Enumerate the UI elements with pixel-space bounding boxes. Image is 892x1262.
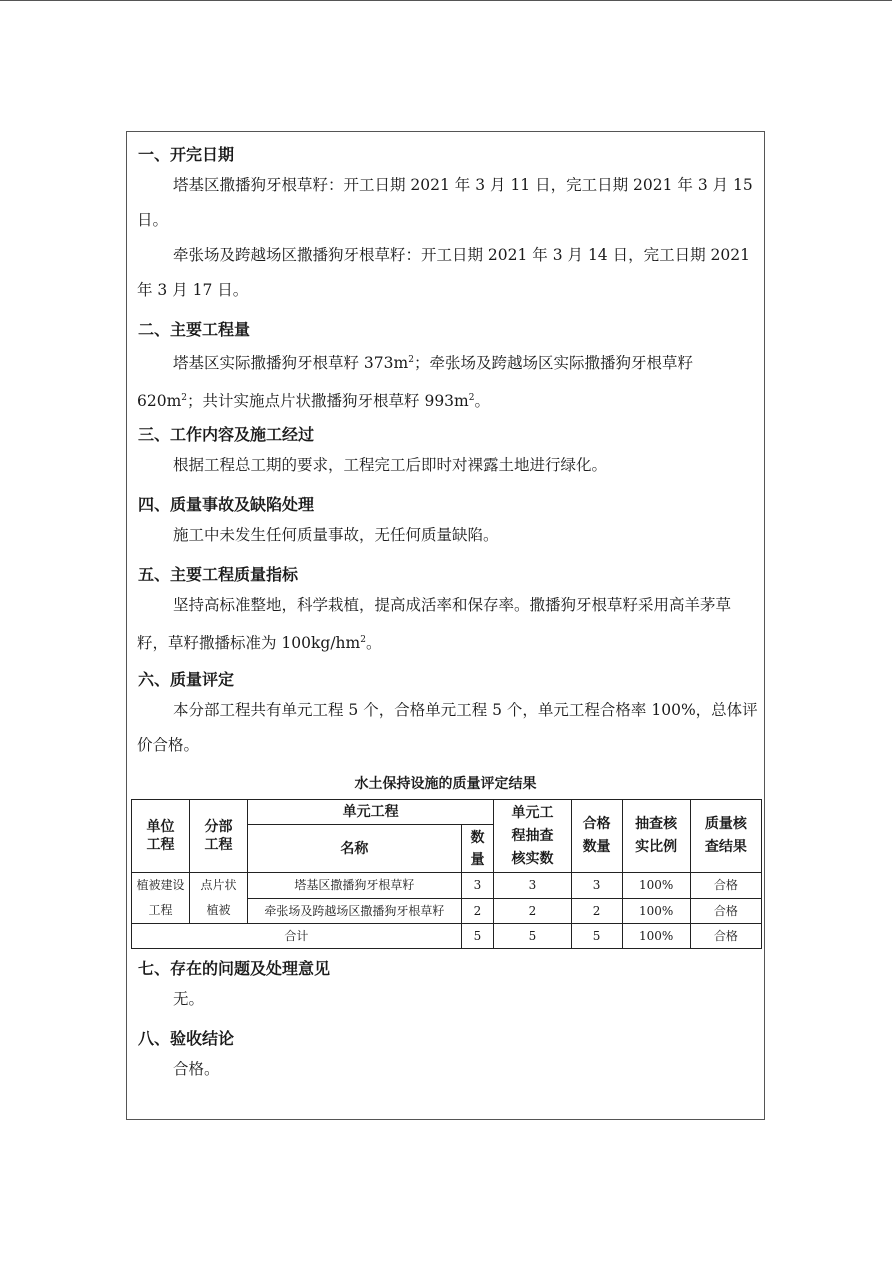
header-checked: 单元工程抽查核实数 <box>494 800 571 873</box>
cell-name: 塔基区撒播狗牙根草籽 <box>248 873 462 899</box>
header-result: 质量核查结果 <box>690 800 761 873</box>
heading-work-content: 三、工作内容及施工经过 <box>138 425 315 444</box>
table-row <box>132 873 762 899</box>
cell-count: 2 <box>461 898 494 924</box>
heading-defects: 四、质量事故及缺陷处理 <box>138 495 315 514</box>
heading-dates: 一、开完日期 <box>138 145 235 164</box>
cell-ratio: 100% <box>622 873 690 899</box>
header-name: 名称 <box>248 825 462 873</box>
header-qualified: 合格数量 <box>571 800 622 873</box>
heading-conclusion: 八、验收结论 <box>138 1029 235 1048</box>
cell-qualified: 2 <box>571 898 622 924</box>
para-tension-dates: 牵张场及跨越场区撒播狗牙根草籽：开工日期 2021 年 3 月 14 日，完工日期 2021 年 3 月 17 日。 <box>137 246 750 299</box>
para-defects: 施工中未发生任何质量事故，无任何质量缺陷。 <box>173 526 499 544</box>
heading-issues: 七、存在的问题及处理意见 <box>138 959 331 978</box>
para-work-content: 根据工程总工期的要求，工程完工后即时对裸露土地进行绿化。 <box>173 456 608 474</box>
document-frame <box>126 131 765 1120</box>
cell-result: 合格 <box>690 873 761 899</box>
header-ratio: 抽查核实比例 <box>622 800 690 873</box>
header-count: 数量 <box>461 825 494 873</box>
para-quantities: 塔基区实际撒播狗牙根草籽 $373m^2$；牵张场及跨越场区实际撒播狗牙根草籽 $620m^2$；共计实施点片状撒播狗牙根草籽 $993m^2$。 <box>137 354 693 411</box>
heading-quality-index: 五、主要工程质量指标 <box>138 565 299 584</box>
cell-name: 牵张场及跨越场区撒播狗牙根草籽 <box>248 898 462 924</box>
cell-qualified: 3 <box>571 873 622 899</box>
heading-quantities: 二、主要工程量 <box>138 320 251 339</box>
header-division: 分部工程 <box>190 800 248 873</box>
heading-assessment: 六、质量评定 <box>138 670 235 689</box>
cell-count: 3 <box>461 873 494 899</box>
cell-result: 合格 <box>690 898 761 924</box>
table-caption: 水土保持设施的质量评定结果 <box>354 776 537 792</box>
cell-total-checked: 5 <box>494 924 571 949</box>
cell-total-result: 合格 <box>690 924 761 949</box>
header-unit: 单位工程 <box>132 800 190 873</box>
para-quality-index: 坚持高标准整地，科学栽植，提高成活率和保存率。撒播狗牙根草籽采用高羊茅草籽，草籽撒播标准为 $100kg/hm^2$。 <box>137 596 732 653</box>
cell-checked: 2 <box>494 898 571 924</box>
table-total-row <box>132 924 762 949</box>
cell-total-qualified: 5 <box>571 924 622 949</box>
header-element: 单元工程 <box>248 800 494 825</box>
cell-total-ratio: 100% <box>622 924 690 949</box>
cell-total-count: 5 <box>461 924 494 949</box>
quality-table <box>131 799 762 949</box>
para-assessment: 本分部工程共有单元工程 5 个，合格单元工程 5 个，单元工程合格率 100%，总体评价合格。 <box>137 701 758 754</box>
cell-division: 点片状植被 <box>190 873 248 924</box>
cell-checked: 3 <box>494 873 571 899</box>
para-issues: 无。 <box>173 990 205 1008</box>
cell-ratio: 100% <box>622 898 690 924</box>
para-conclusion: 合格。 <box>173 1060 220 1078</box>
cell-unit: 植被建设工程 <box>132 873 190 924</box>
top-rule <box>0 0 892 1</box>
para-tower-dates: 塔基区撒播狗牙根草籽：开工日期 2021 年 3 月 11 日，完工日期 2021 年 3 月 15 日。 <box>137 176 753 229</box>
cell-total-label: 合计 <box>132 924 462 949</box>
